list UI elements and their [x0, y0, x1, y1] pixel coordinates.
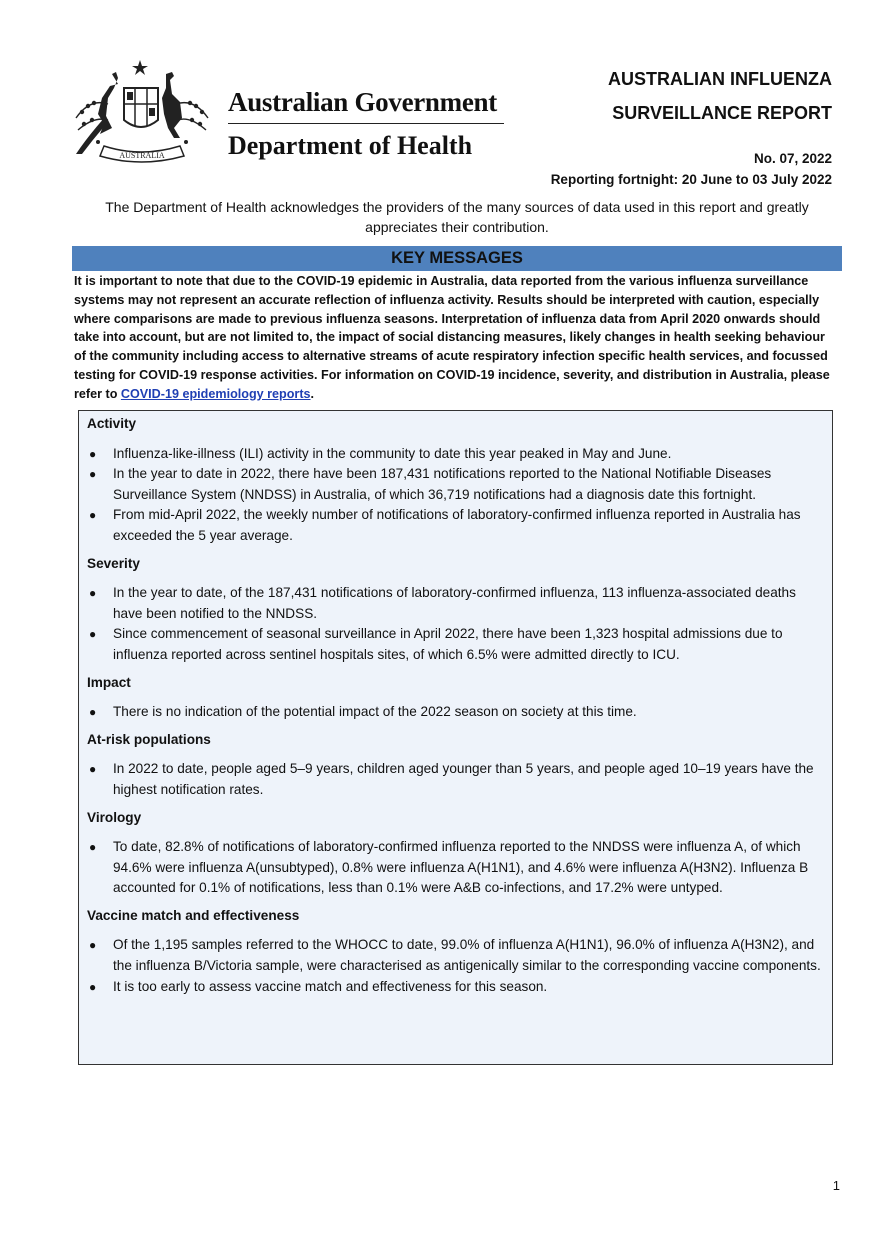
- section-heading: Vaccine match and effectiveness: [87, 907, 300, 923]
- section-activity: [87, 414, 824, 547]
- branding-divider: [228, 123, 504, 124]
- list-item: [87, 624, 824, 665]
- bullet-icon: ●: [89, 446, 97, 461]
- list-item: [87, 505, 824, 546]
- list-item: [87, 935, 824, 976]
- list-item: [87, 837, 824, 899]
- acknowledgement: The Department of Health acknowledges the providers of the many sources of data used in this report and greatly appreciates their contribution.: [105, 199, 809, 235]
- bullet-icon: ●: [89, 627, 97, 642]
- bullet-list: [87, 583, 824, 665]
- bullet-list: [87, 935, 824, 997]
- list-item: [87, 464, 824, 505]
- list-item: [87, 583, 824, 624]
- page-number: 1: [832, 1178, 840, 1193]
- bullet-icon: ●: [89, 762, 97, 777]
- government-branding: [228, 86, 506, 162]
- bullet-list: [87, 759, 824, 800]
- coat-of-arms-logo: [68, 58, 218, 170]
- department-name: Department of Health: [228, 131, 473, 160]
- list-item-text: In 2022 to date, people aged 5–9 years, children aged younger than 5 years, and people aged 10–19 years have the highest notification rates.: [113, 761, 814, 797]
- section-severity: [87, 554, 824, 666]
- list-item: [87, 702, 824, 723]
- bullet-icon: ●: [89, 705, 97, 720]
- key-messages-heading: KEY MESSAGES: [72, 246, 842, 271]
- list-item: [87, 977, 824, 998]
- list-item-text: Since commencement of seasonal surveillance in April 2022, there have been 1,323 hospital admissions due to influenza reported across sentinel hospitals sites, of which 6.5% were admitted directly to ICU.: [113, 626, 783, 662]
- list-item-text: To date, 82.8% of notifications of laboratory-confirmed influenza reported to the NNDSS were influenza A, of which 94.6% were influenza A(unsubtyped), 0.8% were influenza A(H1N1), and 4.6% were influenza A(H3N2). Influenza B accounted for 0.1% of notifications, less than 0.1% were A&B co-infections, and 17.2% were untyped.: [113, 839, 809, 896]
- government-name: Australian Government: [228, 87, 497, 117]
- bullet-icon: ●: [89, 840, 97, 855]
- list-item-text: Of the 1,195 samples referred to the WHOCC to date, 99.0% of influenza A(H1N1), 96.0% of influenza A(H3N2), and the influenza B/Victoria sample, were characterised as antigenically similar to the corresponding vaccine components.: [113, 937, 821, 974]
- bullet-list: [87, 444, 824, 547]
- key-messages-intro-text: It is important to note that due to the COVID-19 epidemic in Australia, data reported from the various influenza surveillance systems may not represent an accurate reflection of influenza activity. Results should be interpreted with caution, especially where comparisons are made to previous influenza seasons. Interpretation of influenza data from April 2020 onwards should take into account, but are not limited to, the impact of social distancing measures, likely changes in health seeking behaviour of the community including access to alternative streams of acute respiratory infection specific health services, and focussed testing for COVID-19 response activities. For information on COVID-19 incidence, severity, and distribution in Australia, please refer to: [74, 274, 830, 401]
- section-heading: Virology: [87, 809, 142, 825]
- section-heading: Activity: [87, 416, 137, 431]
- bullet-icon: ●: [89, 467, 97, 482]
- bullet-list: [87, 702, 824, 723]
- section-heading: Severity: [87, 555, 140, 571]
- bullet-icon: ●: [89, 508, 97, 523]
- bullet-list: [87, 837, 824, 899]
- list-item-text: There is no indication of the potential impact of the 2022 season on society at this time.: [113, 704, 637, 720]
- covid-epidemiology-reports-link[interactable]: COVID-19 epidemiology reports: [120, 386, 311, 401]
- section-virology: [87, 808, 824, 899]
- report-title-line-1: AUSTRALIAN INFLUENZA: [608, 69, 832, 89]
- list-item-text: Influenza-like-illness (ILI) activity in the community to date this year peaked in May and June.: [113, 445, 672, 461]
- report-title: [608, 62, 832, 130]
- list-item: [87, 444, 824, 465]
- key-messages-box: [78, 410, 833, 1065]
- bullet-icon: ●: [89, 586, 97, 601]
- list-item-text: It is too early to assess vaccine match and effectiveness for this season.: [113, 978, 548, 994]
- section-heading: Impact: [87, 674, 131, 690]
- report-meta: [551, 148, 832, 190]
- report-title-line-2: SURVEILLANCE REPORT: [612, 103, 832, 123]
- svg-text:AUSTRALIA: AUSTRALIA: [119, 151, 165, 160]
- list-item-text: In the year to date, of the 187,431 notifications of laboratory-confirmed influenza, 113 influenza-associated deaths have been notified to the NNDSS.: [113, 585, 796, 621]
- list-item-text: In the year to date in 2022, there have been 187,431 notifications reported to the National Notifiable Diseases Surveillance System (NNDSS) in Australia, of which 36,719 notifications had a diagnosis date this fortnight.: [113, 466, 772, 502]
- section-at-risk-populations: [87, 730, 824, 801]
- reporting-period: Reporting fortnight: 20 June to 03 July 2022: [550, 172, 832, 187]
- list-item-text: From mid-April 2022, the weekly number of notifications of laboratory-confirmed influenza reported in Australia has exceeded the 5 year average.: [113, 507, 801, 543]
- section-vaccine-match: [87, 906, 824, 997]
- bullet-icon: ●: [89, 938, 97, 953]
- report-number: No. 07, 2022: [753, 151, 832, 166]
- key-messages-intro: [74, 272, 840, 404]
- bullet-icon: ●: [89, 979, 97, 994]
- section-impact: [87, 673, 824, 723]
- section-heading: At-risk populations: [87, 731, 211, 747]
- key-messages-intro-end: .: [310, 386, 315, 401]
- list-item: [87, 759, 824, 800]
